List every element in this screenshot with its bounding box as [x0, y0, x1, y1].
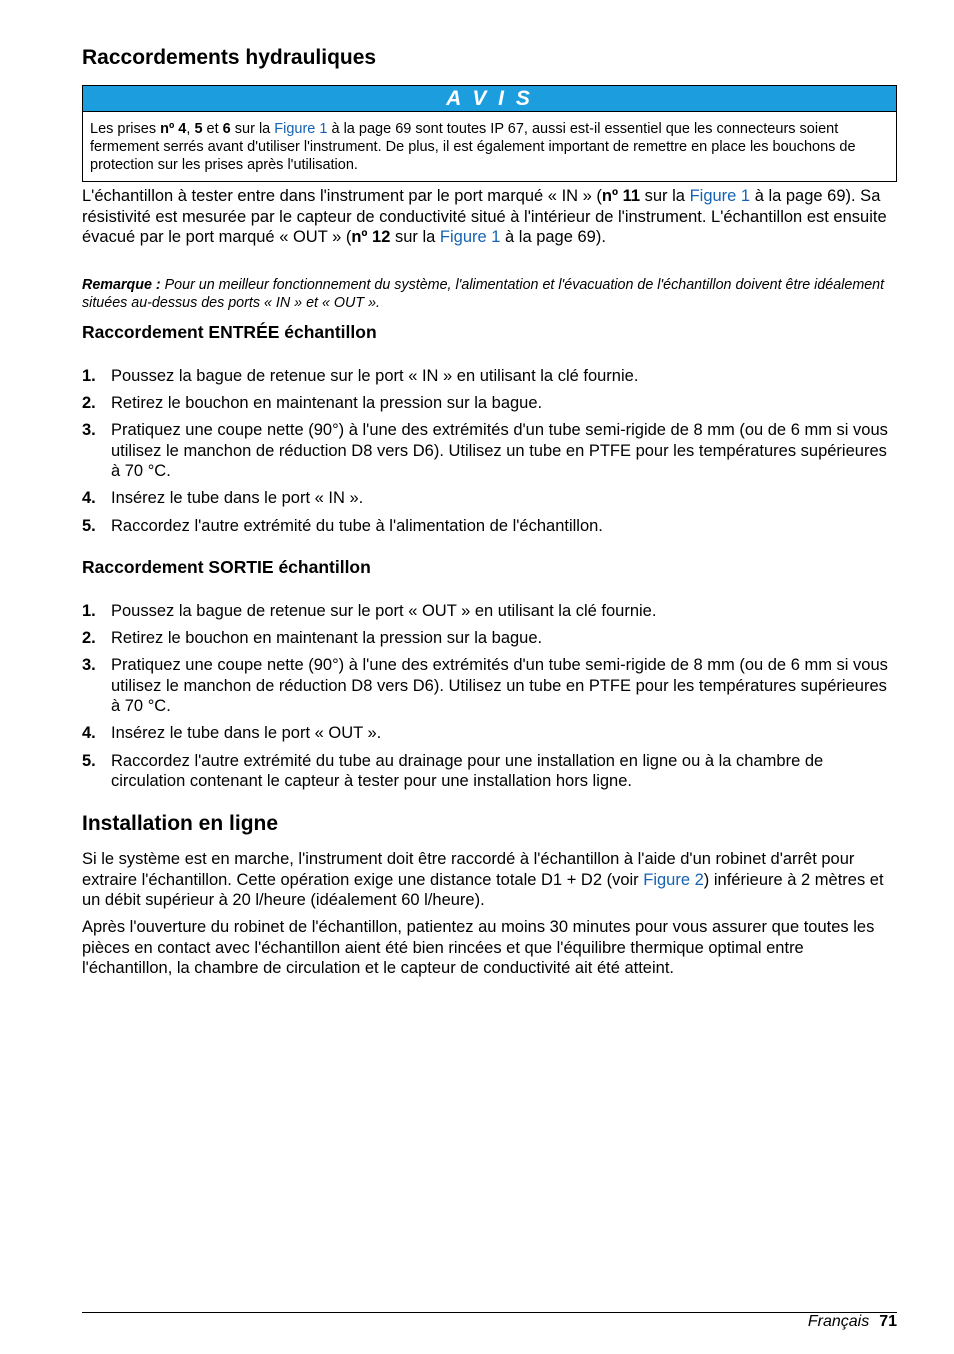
text-run: sur la	[230, 121, 275, 137]
step-number: 1.	[82, 367, 96, 385]
text-run: et	[202, 121, 223, 137]
notice-title: A V I S	[83, 86, 896, 112]
step-number: 2.	[82, 629, 96, 648]
section-heading-installation: Installation en ligne	[82, 812, 279, 835]
step-text: Poussez la bague de retenue sur le port « OUT » en utilisant la clé fournie.	[111, 602, 657, 620]
remark-note	[82, 276, 897, 312]
step-text: Pratiquez une coupe nette (90°) à l'une des extrémités d'un tube semi-rigide de 8 mm (ou de 6 mm si vous utilisez le manchon de réduction D8 vers D6). Utilisez un tube en PTFE pour les températures supérieures à 70 °C.	[111, 656, 888, 716]
step-number: 4.	[82, 724, 96, 743]
step-text: Retirez le bouchon en maintenant la pression sur la bague.	[111, 394, 543, 413]
bold-run: 6	[222, 121, 231, 137]
text-run: sur la	[390, 228, 440, 247]
step-number: 5.	[82, 751, 96, 770]
list-item	[82, 628, 897, 649]
install-paragraph-1	[82, 849, 897, 911]
figure-1-link[interactable]: Figure 1	[274, 121, 328, 137]
bold-run: 5	[194, 121, 203, 137]
step-number: 1.	[82, 602, 96, 620]
text-run: ,	[186, 121, 195, 137]
bold-run: nº 12	[351, 228, 391, 247]
list-item	[82, 420, 897, 482]
step-text: Insérez le tube dans le port « IN ».	[111, 489, 364, 508]
footer-divider	[82, 1312, 897, 1313]
list-item	[82, 655, 897, 717]
step-text: Retirez le bouchon en maintenant la pression sur la bague.	[111, 629, 543, 648]
figure-2-link[interactable]: Figure 2	[643, 870, 704, 889]
step-number: 2.	[82, 394, 96, 413]
text-run: Si le système est en marche, l'instrument doit être raccordé à l'échantillon à l'aide d'un robinet d'arrêt pour extraire l'échantillon. Cette opération exige une distance totale D1 + D2 (voir	[82, 850, 855, 889]
text-run: ) inférieure à 2 mètres et un débit supérieur à 20 l/heure (idéalement 60 l/heure).	[82, 870, 884, 910]
list-item	[82, 393, 897, 414]
list-item	[82, 488, 897, 509]
inlet-heading: Raccordement ENTRÉE échantillon	[82, 322, 377, 342]
text-run: à la page 69 sont toutes IP 67, aussi est-il essentiel que les connecteurs soient fermement serrés avant d'utiliser l'instrument. De plus, il est également important de remettre en place les bouchons de protection sur les prises après l'utilisation.	[90, 121, 856, 173]
remark-label: Remarque :	[82, 277, 161, 293]
intro-paragraph	[82, 186, 897, 248]
list-item	[82, 601, 897, 622]
step-text: Insérez le tube dans le port « OUT ».	[111, 724, 382, 743]
bold-run: nº 4	[160, 121, 187, 137]
list-item	[82, 516, 897, 537]
list-item	[82, 723, 897, 744]
text-run: L'échantillon à tester entre dans l'instrument par le port marqué « IN » (	[82, 187, 602, 205]
text-run: sur la	[640, 187, 690, 205]
page-footer	[808, 1312, 897, 1332]
figure-1-link[interactable]: Figure 1	[689, 187, 751, 205]
section-heading-hydraulic: Raccordements hydrauliques	[82, 46, 377, 69]
step-number: 5.	[82, 516, 96, 535]
step-text: Raccordez l'autre extrémité du tube au drainage pour une installation en ligne ou à la chambre de circulation contenant le capteur à tester pour une installation hors ligne.	[111, 751, 824, 791]
outlet-heading: Raccordement SORTIE échantillon	[82, 557, 371, 577]
install-paragraph-2: Après l'ouverture du robinet de l'échantillon, patientez au moins 30 minutes pour vous assurer que toutes les pièces en contact avec l'échantillon aient été bien rincées et que l'équilibre thermique optimal entre l'échantillon, la chambre de circulation et le capteur de conductivité ait été atteint.	[82, 918, 875, 978]
text-run: à la page 69).	[500, 228, 606, 247]
notice-box	[82, 85, 897, 182]
step-text: Pratiquez une coupe nette (90°) à l'une des extrémités d'un tube semi-rigide de 8 mm (ou de 6 mm si vous utilisez le manchon de réduction D8 vers D6). Utilisez un tube en PTFE pour les températures supérieures à 70 °C.	[111, 421, 888, 481]
page-number: 71	[879, 1313, 897, 1330]
list-item	[82, 751, 897, 792]
step-text: Poussez la bague de retenue sur le port « IN » en utilisant la clé fournie.	[111, 367, 639, 385]
remark-text: Pour un meilleur fonctionnement du système, l'alimentation et l'évacuation de l'échantillon doivent être idéalement situées au-dessus des ports « IN » et « OUT ».	[82, 277, 885, 311]
text-run: Les prises	[90, 121, 161, 137]
figure-1-link[interactable]: Figure 1	[439, 228, 501, 247]
outlet-steps	[82, 601, 897, 798]
bold-run: nº 11	[601, 187, 641, 205]
list-item	[82, 366, 897, 387]
inlet-steps	[82, 366, 897, 543]
text-run: à la page 69). Sa résistivité est mesurée par le capteur de conductivité situé à l'intérieur de l'instrument. L'échantillon est ensuite évacué par le port marqué « OUT » (	[82, 187, 887, 247]
step-number: 4.	[82, 489, 96, 508]
notice-text	[83, 112, 896, 181]
footer-language: Français	[807, 1313, 870, 1330]
step-number: 3.	[82, 421, 96, 440]
step-text: Raccordez l'autre extrémité du tube à l'alimentation de l'échantillon.	[111, 516, 603, 535]
step-number: 3.	[82, 656, 96, 675]
